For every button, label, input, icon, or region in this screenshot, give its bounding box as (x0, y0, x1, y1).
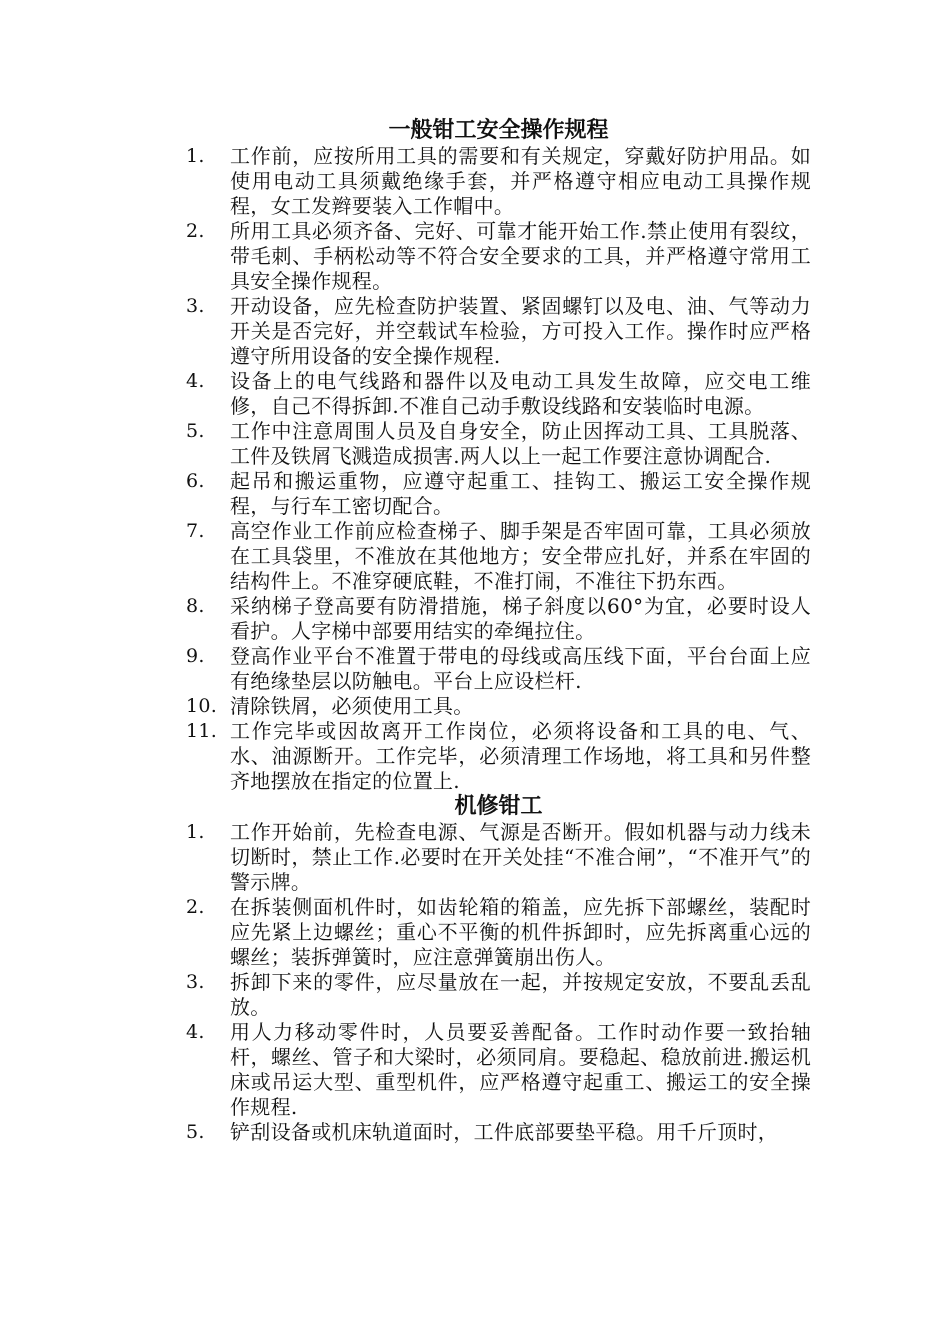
item-number: 1. (186, 145, 205, 167)
list-item (186, 469, 811, 519)
section-title-general: 一般钳工安全操作规程 (388, 118, 609, 143)
item-text: 起吊和搬运重物，应遵守起重工、挂钩工、搬运工安全操作规程，与行车工密切配合。 (230, 469, 811, 518)
item-text: 设备上的电气线路和器件以及电动工具发生故障，应交电工维修，自己不得拆卸.不准自己动手敷设线路和安装临时电源。 (230, 369, 811, 418)
list-item (186, 820, 811, 895)
item-text: 工作完毕或因故离开工作岗位，必须将设备和工具的电、气、水、油源断开。工作完毕，必须清理工作场地，将工具和另件整齐地摆放在指定的位置上. (230, 719, 811, 793)
item-text: 在拆装侧面机件时，如齿轮箱的箱盖，应先拆下部螺丝，装配时应先紧上边螺丝；重心不平衡的机件拆卸时，应先拆离重心远的螺丝；装拆弹簧时，应注意弹簧崩出伤人。 (230, 895, 811, 969)
item-number: 5. (186, 420, 205, 442)
item-number: 4. (186, 370, 205, 392)
item-text: 铲刮设备或机床轨道面时，工件底部要垫平稳。用千斤顶时， (230, 1120, 779, 1144)
item-text: 清除铁屑，必须使用工具。 (230, 694, 474, 718)
list-item (186, 144, 811, 219)
item-number: 3. (186, 971, 205, 993)
item-number: 2. (186, 220, 205, 242)
item-number: 11. (186, 720, 218, 742)
list-item (186, 369, 811, 419)
item-text: 工作前，应按所用工具的需要和有关规定，穿戴好防护用品。如使用电动工具须戴绝缘手套，并严格遵守相应电动工具操作规程，女工发辫要装入工作帽中。 (230, 144, 811, 218)
list-item (186, 644, 811, 694)
item-text: 用人力移动零件时，人员要妥善配备。工作时动作要一致抬轴杆，螺丝、管子和大梁时，必须同肩。要稳起、稳放前进.搬运机床或吊运大型、重型机件，应严格遵守起重工、搬运工的安全操作规程. (230, 1020, 811, 1119)
list-item (186, 594, 811, 644)
item-number: 6. (186, 470, 205, 492)
item-text: 登高作业平台不准置于带电的母线或高压线下面，平台台面上应有绝缘垫层以防触电。平台上应设栏杆. (230, 644, 811, 693)
item-number: 9. (186, 645, 205, 667)
list-item (186, 694, 811, 719)
item-text: 工作中注意周围人员及自身安全，防止因挥动工具、工具脱落、工件及铁屑飞溅造成损害.两人以上一起工作要注意协调配合. (230, 419, 811, 468)
item-text: 采纳梯子登高要有防滑措施，梯子斜度以60°为宜，必要时设人看护。人字梯中部要用结实的牵绳拉住。 (230, 594, 811, 643)
section-title-maintenance: 机修钳工 (454, 794, 543, 819)
list-item (186, 719, 811, 794)
list-item (186, 519, 811, 594)
list-item (186, 1020, 811, 1120)
item-text: 所用工具必须齐备、完好、可靠才能开始工作.禁止使用有裂纹，带毛刺、手柄松动等不符合安全要求的工具，并严格遵守常用工具安全操作规程。 (230, 219, 811, 293)
rules-list-general (186, 144, 811, 794)
item-text: 开动设备，应先检查防护装置、紧固螺钉以及电、油、气等动力开关是否完好，并空载试车检验，方可投入工作。操作时应严格遵守所用设备的安全操作规程. (230, 294, 811, 368)
list-item (186, 419, 811, 469)
item-number: 5. (186, 1121, 205, 1143)
item-text: 拆卸下来的零件，应尽量放在一起，并按规定安放，不要乱丢乱放。 (230, 970, 811, 1019)
item-number: 7. (186, 520, 205, 542)
item-number: 1. (186, 821, 205, 843)
item-text: 高空作业工作前应检查梯子、脚手架是否牢固可靠，工具必须放在工具袋里，不准放在其他地方；安全带应扎好，并系在牢固的结构件上。不准穿硬底鞋，不准打闹，不准往下扔东西。 (230, 519, 811, 593)
item-text: 工作开始前，先检查电源、气源是否断开。假如机器与动力线未切断时，禁止工作.必要时在开关处挂“不准合闸”，“不准开气”的警示牌。 (230, 820, 811, 894)
document-content (186, 118, 811, 1145)
item-number: 4. (186, 1021, 205, 1043)
list-item (186, 219, 811, 294)
item-number: 10. (186, 695, 218, 717)
list-item (186, 294, 811, 369)
item-number: 2. (186, 896, 205, 918)
list-item (186, 895, 811, 970)
item-number: 3. (186, 295, 205, 317)
list-item (186, 970, 811, 1020)
item-number: 8. (186, 595, 205, 617)
list-item (186, 1120, 811, 1145)
rules-list-maintenance (186, 820, 811, 1145)
